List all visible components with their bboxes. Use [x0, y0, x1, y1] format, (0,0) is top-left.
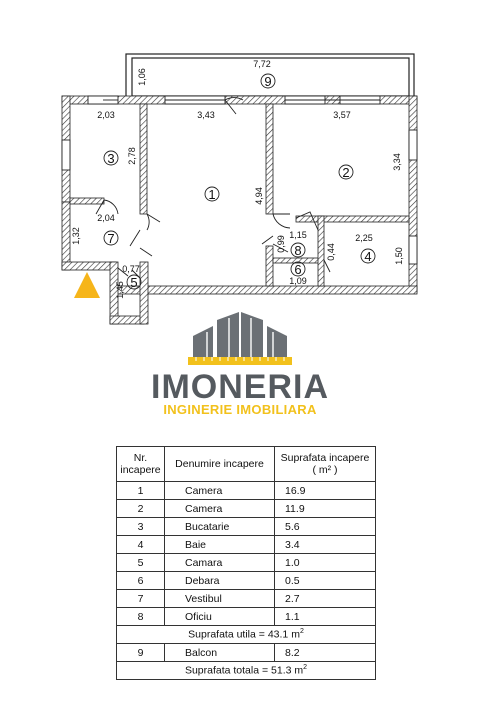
dim-bath-depth: 1,50 [394, 247, 404, 265]
row-area: 3.4 [275, 536, 376, 554]
row-area: 11.9 [275, 500, 376, 518]
room-number-4: 4 [364, 249, 372, 264]
total-area-cell [117, 662, 376, 680]
row-area: 1.0 [275, 554, 376, 572]
row-name: Balcon [165, 644, 275, 662]
row-name: Camera [165, 482, 275, 500]
room-number-7: 7 [107, 231, 115, 246]
dim-balcony-depth: 1,06 [137, 68, 147, 86]
row-nr: 7 [117, 590, 165, 608]
useful-area-unit: m [291, 628, 300, 641]
dim-pantry-depth: 1,45 [115, 281, 125, 299]
room-number-9: 9 [264, 74, 272, 89]
dimension-labels [71, 59, 404, 299]
entrance-triangle-icon [74, 272, 100, 298]
room-number-1: 1 [208, 187, 216, 202]
total-area-label: Suprafata totala = [184, 664, 269, 677]
dim-office-depth: 0,99 [276, 235, 286, 253]
dim-room1-depth: 4,94 [254, 187, 264, 205]
dim-room1-width: 3,43 [197, 110, 215, 120]
dim-hall-depth: 1,32 [71, 227, 81, 245]
useful-area-value: 43.1 [267, 628, 289, 641]
dim-room2-depth: 3,34 [392, 153, 402, 171]
row-name: Oficiu [165, 608, 275, 626]
floor-plan [0, 0, 480, 330]
table-row [117, 482, 376, 500]
row-nr: 3 [117, 518, 165, 536]
total-area-value: 51.3 [271, 664, 292, 677]
dim-room2-width: 3,57 [333, 110, 351, 120]
total-area-row [117, 662, 376, 680]
total-area-unit: m [294, 664, 304, 677]
table-row [117, 644, 376, 662]
row-area: 8.2 [275, 644, 376, 662]
table-row [117, 608, 376, 626]
useful-area-exp: 2 [299, 628, 304, 636]
row-nr: 2 [117, 500, 165, 518]
total-area-exp: 2 [303, 664, 308, 672]
table-row [117, 536, 376, 554]
row-area: 1.1 [275, 608, 376, 626]
row-nr: 6 [117, 572, 165, 590]
room-number-3: 3 [107, 151, 115, 166]
room-number-6: 6 [294, 262, 302, 277]
row-nr: 1 [117, 482, 165, 500]
header-area-label: Suprafata incapere [280, 452, 370, 464]
row-name: Vestibul [165, 590, 275, 608]
brand-tagline: INGINERIE IMOBILIARA [163, 402, 317, 417]
useful-area-label: Suprafata utila = [188, 628, 265, 641]
room-number-5: 5 [130, 275, 138, 290]
row-nr: 5 [117, 554, 165, 572]
rooms-table [116, 446, 376, 680]
row-area: 0.5 [275, 572, 376, 590]
room-number-2: 2 [342, 165, 350, 180]
dim-pantry-width: 0,77 [122, 264, 140, 274]
table-header-row [117, 447, 376, 482]
dim-balcony-width: 7,72 [253, 59, 271, 69]
row-name: Bucatarie [165, 518, 275, 536]
dim-storage-width: 1,09 [289, 276, 307, 286]
header-area [275, 447, 376, 482]
row-area: 2.7 [275, 590, 376, 608]
row-area: 16.9 [275, 482, 376, 500]
row-nr: 9 [117, 644, 165, 662]
table-row [117, 572, 376, 590]
header-name: Denumire incapere [165, 447, 275, 482]
header-nr: Nr. incapere [117, 447, 165, 482]
row-area: 5.6 [275, 518, 376, 536]
dim-bath-width: 2,25 [355, 233, 373, 243]
dim-kitchen-depth: 2,78 [127, 147, 137, 165]
table-row [117, 518, 376, 536]
row-name: Debara [165, 572, 275, 590]
row-name: Baie [165, 536, 275, 554]
table-row [117, 590, 376, 608]
dim-kitchen-width: 2,03 [97, 110, 115, 120]
useful-area-row [117, 626, 376, 644]
row-name: Camera [165, 500, 275, 518]
row-nr: 4 [117, 536, 165, 554]
header-area-unit: ( m² ) [312, 464, 338, 476]
dim-storage-depth: 0,44 [326, 243, 336, 261]
row-nr: 8 [117, 608, 165, 626]
row-name: Camara [165, 554, 275, 572]
dim-hall-width: 2,04 [97, 213, 115, 223]
dim-office-width: 1,15 [289, 230, 307, 240]
table-row [117, 500, 376, 518]
room-number-8: 8 [294, 243, 302, 258]
brand-name: IMONERIA [151, 368, 329, 406]
useful-area-cell [117, 626, 376, 644]
table-row [117, 554, 376, 572]
